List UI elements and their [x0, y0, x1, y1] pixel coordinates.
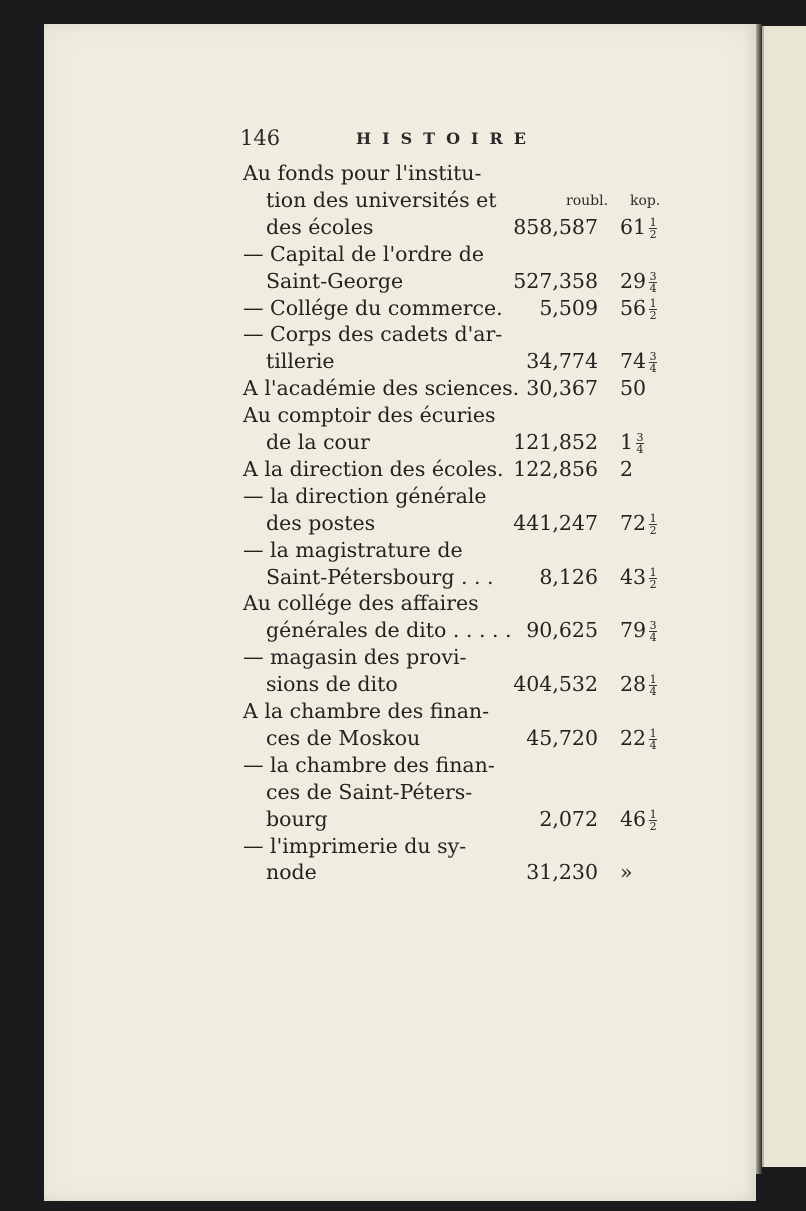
ledger-line	[243, 537, 663, 563]
kop-fraction	[636, 433, 644, 454]
entry-label: — la direction générale	[243, 483, 487, 508]
ledger-line	[243, 295, 663, 321]
kop-fraction	[649, 673, 657, 699]
ledger-line	[266, 617, 686, 643]
kop-value	[620, 348, 657, 374]
kop-fraction	[649, 807, 657, 833]
roubl-value: 8,126	[539, 564, 598, 589]
roubl-value: 31,230	[526, 860, 598, 885]
kop-value	[620, 806, 657, 832]
entry-label: — Capital de l'ordre de	[243, 241, 485, 266]
roubl-value: 34,774	[526, 349, 598, 374]
ledger-line	[266, 564, 686, 590]
ledger-line	[243, 402, 663, 428]
kop-value	[620, 510, 657, 536]
kop-fraction	[649, 726, 657, 752]
kop-fraction	[649, 511, 657, 537]
kop-whole: 28	[620, 672, 647, 697]
ledger-line	[266, 268, 686, 294]
entry-label: ces de Saint-Péters-	[266, 779, 473, 804]
facing-page-edge	[762, 26, 806, 1167]
fraction-denominator: 2	[649, 819, 657, 833]
roubl-value: 2,072	[539, 806, 598, 831]
ledger-line	[266, 429, 686, 455]
fraction-denominator: 2	[649, 523, 657, 537]
roubl-value: 30,367	[526, 376, 598, 401]
entry-label: A la chambre des finan-	[243, 699, 490, 723]
kop-value	[620, 671, 657, 697]
fraction-denominator: 4	[649, 685, 657, 699]
kop-value	[620, 725, 657, 751]
kop-whole: 72	[620, 510, 647, 535]
entry-label: Au comptoir des écuries	[243, 403, 496, 428]
entry-label: — l'imprimerie du sy-	[243, 833, 467, 858]
fraction-denominator: 4	[649, 738, 657, 752]
ledger-line	[243, 160, 663, 186]
entry-label: tillerie	[266, 349, 335, 374]
fraction-denominator: 2	[649, 227, 657, 241]
kop-value	[620, 429, 644, 455]
roubl-value: 441,247	[513, 510, 598, 535]
kop-value	[620, 268, 657, 294]
kop-whole: 61	[620, 214, 647, 239]
kop-value	[620, 859, 633, 885]
ledger-line	[243, 833, 663, 859]
kop-whole: 46	[620, 806, 647, 831]
ledger-line	[243, 698, 663, 724]
kop-whole: »	[620, 860, 633, 885]
entry-label: de la cour	[266, 430, 370, 454]
ledger-line	[243, 456, 663, 482]
roubl-value: 858,587	[513, 214, 598, 239]
fraction-denominator: 2	[649, 308, 657, 322]
entry-label: Saint-George	[266, 268, 404, 293]
entry-label: — magasin des provi-	[243, 645, 467, 670]
ledger-line	[243, 483, 663, 509]
kop-whole: 50	[620, 376, 647, 401]
fraction-denominator: 4	[649, 631, 657, 645]
ledger-line	[243, 644, 663, 670]
running-title: HISTOIRE	[356, 129, 537, 148]
fraction-numerator: 1	[649, 807, 657, 821]
kop-fraction	[649, 350, 657, 376]
roubl-value: 527,358	[513, 268, 598, 293]
kop-whole: 56	[620, 295, 647, 320]
fraction-numerator: 1	[649, 565, 657, 579]
roubl-value: 121,852	[513, 430, 598, 454]
fraction-denominator: 4	[649, 362, 657, 376]
ledger-line	[266, 187, 686, 213]
ledger-line	[243, 375, 663, 401]
roubl-value: 45,720	[526, 725, 598, 750]
roubl-value: 5,509	[539, 295, 598, 320]
entry-label: sions de dito	[266, 672, 398, 697]
entry-label: Saint-Pétersbourg . . .	[266, 564, 494, 589]
kop-fraction	[649, 619, 657, 645]
entry-label: bourg	[266, 806, 328, 831]
ledger-line	[266, 779, 686, 805]
page-number: 146	[240, 126, 281, 150]
kop-value	[620, 295, 657, 321]
fraction-numerator: 1	[649, 673, 657, 687]
kop-value	[620, 456, 633, 482]
ledger-line	[243, 241, 663, 267]
kop-fraction	[649, 296, 657, 322]
ledger-line	[266, 859, 686, 885]
fraction-numerator: 3	[649, 350, 657, 364]
kop-fraction	[649, 565, 657, 591]
entry-label: — Corps des cadets d'ar-	[243, 322, 503, 347]
fraction-numerator: 3	[649, 619, 657, 633]
entry-label: des écoles	[266, 214, 374, 239]
kop-whole: 1	[620, 430, 634, 454]
kop-value	[620, 375, 646, 401]
kop-whole: 29	[620, 268, 647, 293]
fraction-numerator: 1	[649, 215, 657, 229]
entry-label: ces de Moskou	[266, 725, 421, 750]
ledger-line	[243, 590, 663, 616]
ledger-line	[243, 321, 663, 347]
roubl-value: 90,625	[526, 618, 598, 643]
roubl-value: 122,856	[513, 456, 598, 481]
kop-value	[620, 564, 657, 590]
entry-label: des postes	[266, 510, 376, 535]
kop-whole: 22	[620, 725, 647, 750]
fraction-denominator: 4	[649, 281, 657, 295]
fraction-numerator: 1	[649, 726, 657, 740]
entry-label: A l'académie des sciences.	[243, 376, 520, 401]
kop-fraction	[649, 269, 657, 295]
kop-whole: 74	[620, 349, 647, 374]
entry-label: tion des universités et	[266, 187, 497, 212]
roubl-value: 404,532	[513, 672, 598, 697]
kop-whole: 43	[620, 564, 647, 589]
kop-whole: 79	[620, 618, 647, 643]
kop-whole: 2	[620, 456, 634, 481]
fraction-numerator: 3	[636, 431, 644, 444]
entry-label: — la magistrature de	[243, 537, 463, 562]
fraction-denominator: 4	[636, 443, 644, 456]
ledger-line	[266, 671, 686, 697]
entry-label: Au collége des affaires	[243, 591, 479, 616]
kop-value	[620, 617, 657, 643]
ledger-line	[266, 214, 686, 240]
ledger-line	[243, 752, 663, 778]
ledger-line	[266, 806, 686, 832]
ledger-line	[266, 348, 686, 374]
entry-label: node	[266, 860, 317, 885]
fraction-numerator: 1	[649, 296, 657, 310]
fraction-denominator: 2	[649, 577, 657, 591]
kop-fraction	[649, 215, 657, 241]
kop-value	[620, 214, 657, 240]
entry-label: A la direction des écoles.	[243, 456, 504, 481]
fraction-numerator: 1	[649, 511, 657, 525]
entry-label: générales de dito . . . . .	[266, 618, 512, 643]
fraction-numerator: 3	[649, 269, 657, 283]
entry-label: Au fonds pour l'institu-	[243, 161, 482, 185]
ledger-line	[266, 725, 686, 751]
entry-label: — Collége du commerce.	[243, 295, 503, 320]
ledger-line	[266, 510, 686, 536]
column-header-kop: kop.	[630, 193, 661, 209]
column-header-roubl: roubl.	[566, 193, 609, 209]
entry-label: — la chambre des finan-	[243, 752, 495, 777]
